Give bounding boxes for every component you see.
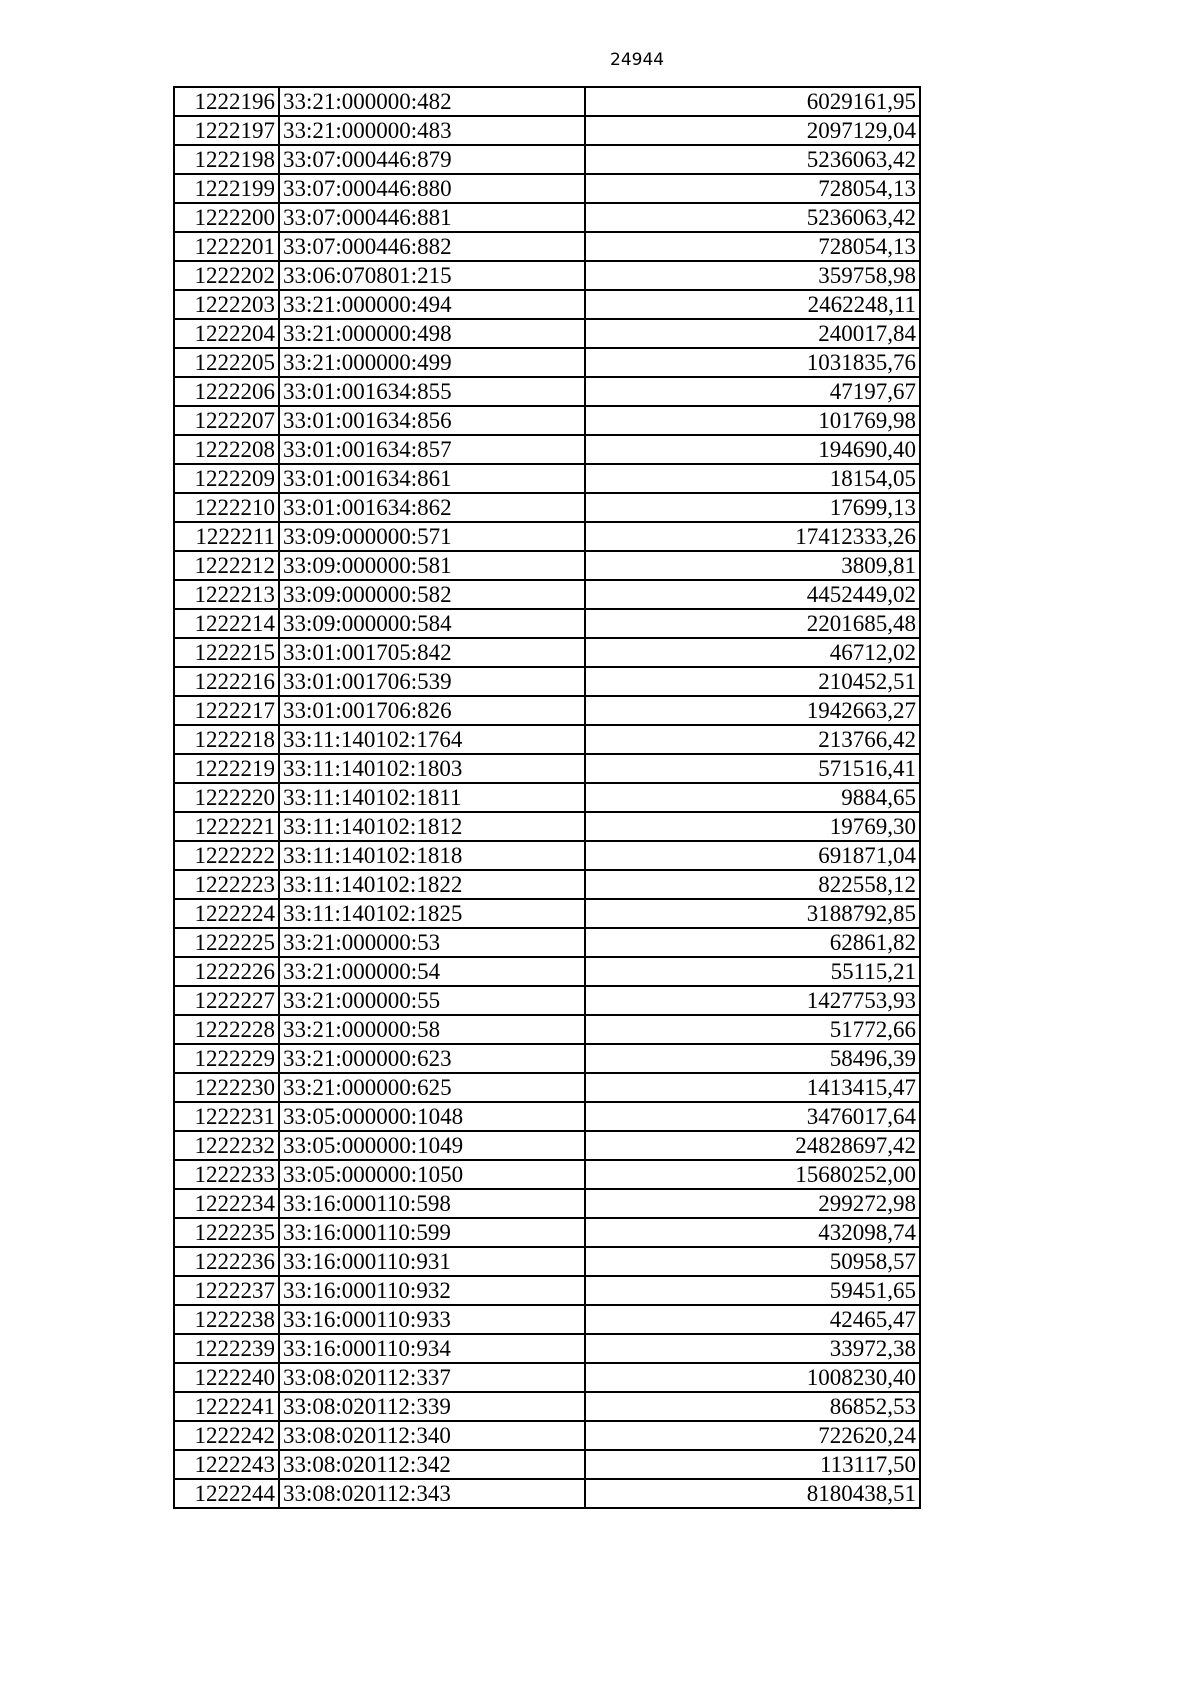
table-row <box>174 1450 920 1479</box>
row-id-cell: 1222213 <box>174 580 279 609</box>
cadastral-number-cell: 33:01:001634:862 <box>279 493 585 522</box>
row-id-cell: 1222199 <box>174 174 279 203</box>
cadastral-number-cell: 33:21:000000:498 <box>279 319 585 348</box>
value-cell: 46712,02 <box>585 638 920 667</box>
registry-table <box>173 86 921 1509</box>
cadastral-number-cell: 33:16:000110:932 <box>279 1276 585 1305</box>
value-cell: 691871,04 <box>585 841 920 870</box>
cadastral-number-cell: 33:16:000110:934 <box>279 1334 585 1363</box>
value-cell: 359758,98 <box>585 261 920 290</box>
value-cell: 42465,47 <box>585 1305 920 1334</box>
cadastral-number-cell: 33:11:140102:1764 <box>279 725 585 754</box>
cadastral-number-cell: 33:01:001706:539 <box>279 667 585 696</box>
table-row <box>174 1102 920 1131</box>
table-row <box>174 116 920 145</box>
value-cell: 101769,98 <box>585 406 920 435</box>
cadastral-number-cell: 33:01:001634:856 <box>279 406 585 435</box>
page-number: 24944 <box>610 50 665 70</box>
cadastral-number-cell: 33:05:000000:1050 <box>279 1160 585 1189</box>
value-cell: 50958,57 <box>585 1247 920 1276</box>
row-id-cell: 1222217 <box>174 696 279 725</box>
table-row <box>174 1131 920 1160</box>
cadastral-number-cell: 33:11:140102:1811 <box>279 783 585 812</box>
row-id-cell: 1222222 <box>174 841 279 870</box>
table-row <box>174 870 920 899</box>
cadastral-number-cell: 33:01:001634:861 <box>279 464 585 493</box>
table-row <box>174 203 920 232</box>
row-id-cell: 1222226 <box>174 957 279 986</box>
cadastral-number-cell: 33:01:001634:855 <box>279 377 585 406</box>
value-cell: 2097129,04 <box>585 116 920 145</box>
cadastral-number-cell: 33:09:000000:571 <box>279 522 585 551</box>
row-id-cell: 1222224 <box>174 899 279 928</box>
cadastral-number-cell: 33:07:000446:881 <box>279 203 585 232</box>
value-cell: 571516,41 <box>585 754 920 783</box>
registry-table-body <box>174 87 920 1508</box>
cadastral-number-cell: 33:16:000110:599 <box>279 1218 585 1247</box>
value-cell: 4452449,02 <box>585 580 920 609</box>
table-row <box>174 261 920 290</box>
row-id-cell: 1222196 <box>174 87 279 116</box>
table-row <box>174 464 920 493</box>
cadastral-number-cell: 33:11:140102:1812 <box>279 812 585 841</box>
cadastral-number-cell: 33:06:070801:215 <box>279 261 585 290</box>
row-id-cell: 1222239 <box>174 1334 279 1363</box>
row-id-cell: 1222200 <box>174 203 279 232</box>
value-cell: 24828697,42 <box>585 1131 920 1160</box>
table-row <box>174 1479 920 1508</box>
table-row <box>174 1363 920 1392</box>
value-cell: 3188792,85 <box>585 899 920 928</box>
row-id-cell: 1222237 <box>174 1276 279 1305</box>
value-cell: 1413415,47 <box>585 1073 920 1102</box>
row-id-cell: 1222232 <box>174 1131 279 1160</box>
table-row <box>174 1421 920 1450</box>
table-row <box>174 783 920 812</box>
row-id-cell: 1222197 <box>174 116 279 145</box>
row-id-cell: 1222201 <box>174 232 279 261</box>
value-cell: 822558,12 <box>585 870 920 899</box>
value-cell: 1942663,27 <box>585 696 920 725</box>
table-row <box>174 841 920 870</box>
cadastral-number-cell: 33:21:000000:499 <box>279 348 585 377</box>
row-id-cell: 1222223 <box>174 870 279 899</box>
row-id-cell: 1222204 <box>174 319 279 348</box>
row-id-cell: 1222233 <box>174 1160 279 1189</box>
table-row <box>174 232 920 261</box>
row-id-cell: 1222221 <box>174 812 279 841</box>
value-cell: 59451,65 <box>585 1276 920 1305</box>
table-row <box>174 1247 920 1276</box>
value-cell: 62861,82 <box>585 928 920 957</box>
row-id-cell: 1222238 <box>174 1305 279 1334</box>
value-cell: 17699,13 <box>585 493 920 522</box>
row-id-cell: 1222207 <box>174 406 279 435</box>
cadastral-number-cell: 33:09:000000:582 <box>279 580 585 609</box>
row-id-cell: 1222215 <box>174 638 279 667</box>
cadastral-number-cell: 33:21:000000:58 <box>279 1015 585 1044</box>
cadastral-number-cell: 33:09:000000:584 <box>279 609 585 638</box>
cadastral-number-cell: 33:11:140102:1822 <box>279 870 585 899</box>
row-id-cell: 1222230 <box>174 1073 279 1102</box>
value-cell: 728054,13 <box>585 232 920 261</box>
cadastral-number-cell: 33:08:020112:337 <box>279 1363 585 1392</box>
table-row <box>174 1305 920 1334</box>
table-row <box>174 986 920 1015</box>
table-row <box>174 1218 920 1247</box>
cadastral-number-cell: 33:11:140102:1825 <box>279 899 585 928</box>
table-row <box>174 377 920 406</box>
cadastral-number-cell: 33:07:000446:879 <box>279 145 585 174</box>
table-row <box>174 928 920 957</box>
value-cell: 33972,38 <box>585 1334 920 1363</box>
cadastral-number-cell: 33:07:000446:882 <box>279 232 585 261</box>
row-id-cell: 1222206 <box>174 377 279 406</box>
value-cell: 728054,13 <box>585 174 920 203</box>
row-id-cell: 1222205 <box>174 348 279 377</box>
row-id-cell: 1222240 <box>174 1363 279 1392</box>
cadastral-number-cell: 33:21:000000:623 <box>279 1044 585 1073</box>
value-cell: 3476017,64 <box>585 1102 920 1131</box>
value-cell: 1427753,93 <box>585 986 920 1015</box>
value-cell: 8180438,51 <box>585 1479 920 1508</box>
value-cell: 47197,67 <box>585 377 920 406</box>
value-cell: 1008230,40 <box>585 1363 920 1392</box>
table-row <box>174 696 920 725</box>
cadastral-number-cell: 33:16:000110:931 <box>279 1247 585 1276</box>
table-row <box>174 435 920 464</box>
row-id-cell: 1222229 <box>174 1044 279 1073</box>
table-row <box>174 957 920 986</box>
cadastral-number-cell: 33:05:000000:1048 <box>279 1102 585 1131</box>
table-row <box>174 812 920 841</box>
cadastral-number-cell: 33:08:020112:339 <box>279 1392 585 1421</box>
row-id-cell: 1222231 <box>174 1102 279 1131</box>
value-cell: 58496,39 <box>585 1044 920 1073</box>
value-cell: 15680252,00 <box>585 1160 920 1189</box>
value-cell: 240017,84 <box>585 319 920 348</box>
value-cell: 9884,65 <box>585 783 920 812</box>
cadastral-number-cell: 33:07:000446:880 <box>279 174 585 203</box>
row-id-cell: 1222227 <box>174 986 279 1015</box>
cadastral-number-cell: 33:21:000000:55 <box>279 986 585 1015</box>
table-row <box>174 522 920 551</box>
table-row <box>174 899 920 928</box>
row-id-cell: 1222210 <box>174 493 279 522</box>
cadastral-number-cell: 33:01:001634:857 <box>279 435 585 464</box>
row-id-cell: 1222203 <box>174 290 279 319</box>
cadastral-number-cell: 33:05:000000:1049 <box>279 1131 585 1160</box>
row-id-cell: 1222235 <box>174 1218 279 1247</box>
cadastral-number-cell: 33:21:000000:482 <box>279 87 585 116</box>
value-cell: 5236063,42 <box>585 145 920 174</box>
row-id-cell: 1222216 <box>174 667 279 696</box>
table-row <box>174 1392 920 1421</box>
table-row <box>174 609 920 638</box>
row-id-cell: 1222219 <box>174 754 279 783</box>
row-id-cell: 1222212 <box>174 551 279 580</box>
table-row <box>174 1334 920 1363</box>
table-row <box>174 1276 920 1305</box>
value-cell: 1031835,76 <box>585 348 920 377</box>
value-cell: 55115,21 <box>585 957 920 986</box>
cadastral-number-cell: 33:09:000000:581 <box>279 551 585 580</box>
value-cell: 113117,50 <box>585 1450 920 1479</box>
value-cell: 210452,51 <box>585 667 920 696</box>
value-cell: 2201685,48 <box>585 609 920 638</box>
cadastral-number-cell: 33:21:000000:483 <box>279 116 585 145</box>
table-row <box>174 319 920 348</box>
table-row <box>174 493 920 522</box>
value-cell: 5236063,42 <box>585 203 920 232</box>
row-id-cell: 1222243 <box>174 1450 279 1479</box>
value-cell: 194690,40 <box>585 435 920 464</box>
table-row <box>174 580 920 609</box>
row-id-cell: 1222241 <box>174 1392 279 1421</box>
value-cell: 213766,42 <box>585 725 920 754</box>
cadastral-number-cell: 33:16:000110:933 <box>279 1305 585 1334</box>
cadastral-number-cell: 33:11:140102:1818 <box>279 841 585 870</box>
table-row <box>174 1189 920 1218</box>
row-id-cell: 1222214 <box>174 609 279 638</box>
table-row <box>174 87 920 116</box>
table-row <box>174 1015 920 1044</box>
cadastral-number-cell: 33:11:140102:1803 <box>279 754 585 783</box>
cadastral-number-cell: 33:08:020112:340 <box>279 1421 585 1450</box>
value-cell: 6029161,95 <box>585 87 920 116</box>
cadastral-number-cell: 33:08:020112:342 <box>279 1450 585 1479</box>
value-cell: 722620,24 <box>585 1421 920 1450</box>
cadastral-number-cell: 33:21:000000:53 <box>279 928 585 957</box>
cadastral-number-cell: 33:21:000000:494 <box>279 290 585 319</box>
row-id-cell: 1222242 <box>174 1421 279 1450</box>
row-id-cell: 1222228 <box>174 1015 279 1044</box>
table-row <box>174 1160 920 1189</box>
value-cell: 17412333,26 <box>585 522 920 551</box>
table-row <box>174 667 920 696</box>
row-id-cell: 1222218 <box>174 725 279 754</box>
cadastral-number-cell: 33:01:001705:842 <box>279 638 585 667</box>
table-row <box>174 725 920 754</box>
table-row <box>174 290 920 319</box>
value-cell: 19769,30 <box>585 812 920 841</box>
row-id-cell: 1222244 <box>174 1479 279 1508</box>
cadastral-number-cell: 33:01:001706:826 <box>279 696 585 725</box>
table-row <box>174 551 920 580</box>
table-row <box>174 1044 920 1073</box>
table-row <box>174 348 920 377</box>
table-row <box>174 754 920 783</box>
table-row <box>174 1073 920 1102</box>
table-row <box>174 638 920 667</box>
row-id-cell: 1222236 <box>174 1247 279 1276</box>
value-cell: 432098,74 <box>585 1218 920 1247</box>
row-id-cell: 1222208 <box>174 435 279 464</box>
cadastral-number-cell: 33:21:000000:54 <box>279 957 585 986</box>
table-row <box>174 174 920 203</box>
row-id-cell: 1222234 <box>174 1189 279 1218</box>
value-cell: 51772,66 <box>585 1015 920 1044</box>
cadastral-number-cell: 33:16:000110:598 <box>279 1189 585 1218</box>
row-id-cell: 1222198 <box>174 145 279 174</box>
row-id-cell: 1222225 <box>174 928 279 957</box>
row-id-cell: 1222220 <box>174 783 279 812</box>
cadastral-number-cell: 33:08:020112:343 <box>279 1479 585 1508</box>
value-cell: 2462248,11 <box>585 290 920 319</box>
row-id-cell: 1222209 <box>174 464 279 493</box>
value-cell: 86852,53 <box>585 1392 920 1421</box>
row-id-cell: 1222202 <box>174 261 279 290</box>
value-cell: 18154,05 <box>585 464 920 493</box>
table-row <box>174 406 920 435</box>
value-cell: 3809,81 <box>585 551 920 580</box>
row-id-cell: 1222211 <box>174 522 279 551</box>
value-cell: 299272,98 <box>585 1189 920 1218</box>
table-row <box>174 145 920 174</box>
cadastral-number-cell: 33:21:000000:625 <box>279 1073 585 1102</box>
